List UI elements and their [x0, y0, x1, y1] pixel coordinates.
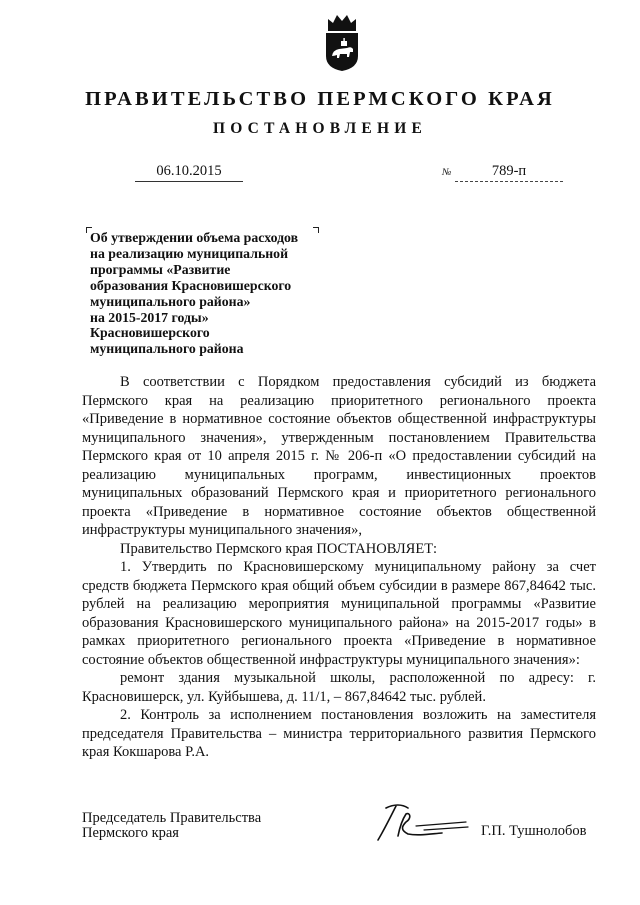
body-paragraph-resolves: Правительство Пермского края ПОСТАНОВЛЯЕТ: — [120, 540, 438, 557]
signatory-title-line: Пермского края — [82, 825, 179, 841]
body-paragraph-preamble: В соответствии с Порядком предоставления субсидий из бюджета Пермского края на реализацию приоритетного регионального проекта «Приведение в нормативное состояние объектов общественной инфраструктуры муниципального значения», утвержденным постановлением Правительства Пермского края от 10 апреля 2015 г. № 206-п «О предоставлении субсидий на реализацию муниципальных программ, инвестиционных проектов муниципальных образований Пермского края и приоритетного регионального проекта «Приведение в нормативное состояние объектов общественной инфраструктуры муниципального значения», — [82, 374, 596, 538]
subject-line: на 2015-2017 годы» — [90, 309, 209, 325]
signatory-title — [82, 811, 261, 841]
subject-line: Об утверждении объема расходов — [90, 230, 299, 245]
document-body — [82, 373, 596, 762]
subject-line: муниципального района — [90, 341, 244, 357]
document-subject — [90, 230, 330, 357]
coat-of-arms-emblem — [322, 12, 362, 72]
signatory-name: Г.П. Тушнолобов — [481, 823, 587, 839]
handwritten-signature — [372, 800, 472, 844]
subject-line: Красновишерского — [90, 325, 210, 341]
subject-line: образования Красновишерского — [90, 277, 292, 293]
document-number: 789-п — [455, 163, 563, 182]
body-paragraph-repair: ремонт здания музыкальной школы, расположенной по адресу: г. Красновишерск, ул. Куйбышева, д. 11/1, – 867,84642 тыс. рублей. — [82, 670, 596, 705]
number-sign: № — [442, 167, 452, 178]
body-paragraph-item-2: 2. Контроль за исполнением постановления возложить на заместителя председателя Правительства – министра территориального развития Пермского края Кокшарова Р.А. — [82, 707, 596, 760]
body-paragraph-item-1: 1. Утвердить по Красновишерскому муниципальному району за счет средств бюджета Пермского края общий объем субсидии в размере 867,84642 тыс. рублей на реализацию мероприятия муниципальной программы «Развитие образования Красновишерского муниципального района» на 2015-2017 годы» в рамках приоритетного регионального проекта «Приведение в нормативное состояние объектов общественной инфраструктуры муниципального значения»: — [82, 559, 596, 668]
signatory-title-line: Председатель Правительства — [82, 810, 262, 826]
subject-line: программы «Развитие — [90, 261, 231, 277]
government-title: ПРАВИТЕЛЬСТВО ПЕРМСКОГО КРАЯ — [85, 88, 555, 110]
subject-line: муниципального района» — [90, 293, 251, 309]
document-date: 06.10.2015 — [135, 163, 243, 182]
subject-line: на реализацию муниципальной — [90, 245, 289, 261]
document-type-title: ПОСТАНОВЛЕНИЕ — [212, 120, 428, 137]
